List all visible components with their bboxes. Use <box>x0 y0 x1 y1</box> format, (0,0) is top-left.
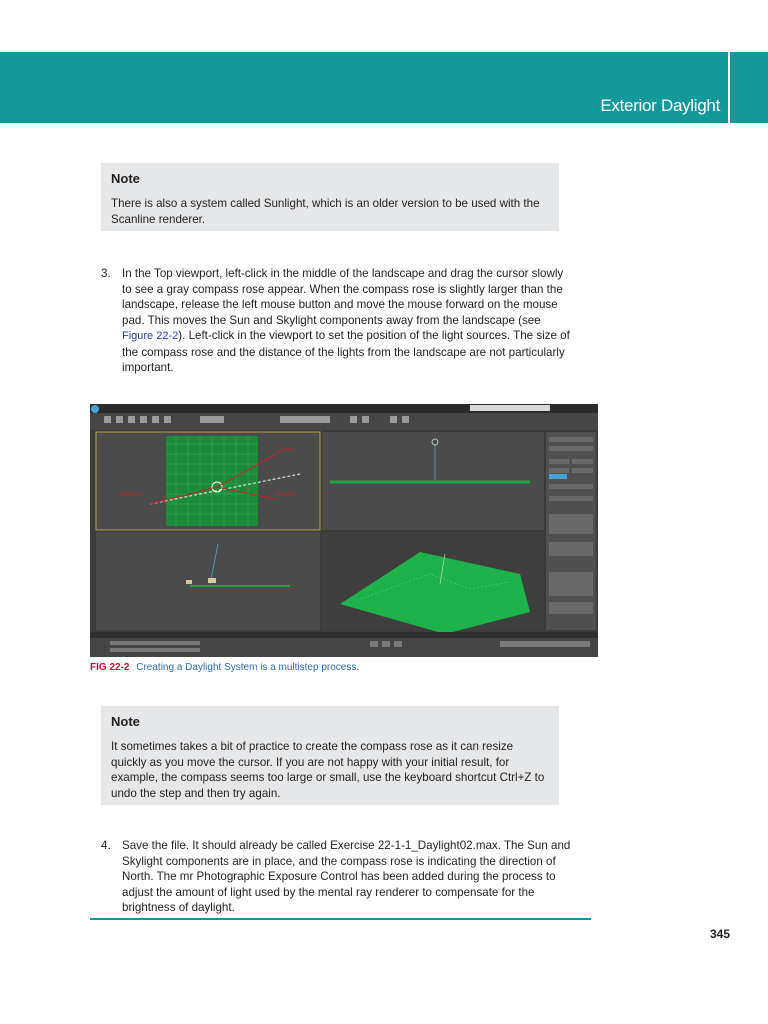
step-text <box>122 266 571 376</box>
note-heading: Note <box>111 171 140 186</box>
step-text-part: ). Left-click in the viewport to set the position of the light sources. The size of the compass rose and the distance of the lights from the landscape are not particularly important. <box>122 329 570 374</box>
note-body: There is also a system called Sunlight, which is an older version to be used with the Scanline renderer. <box>111 197 540 226</box>
figure-screenshot <box>90 404 598 657</box>
step-text-part: In the Top viewport, left-click in the middle of the landscape and drag the cursor slowly to see a gray compass rose appear. When the compass rose is slightly larger than the landscape, release the left mouse button and move the mouse forward on the mouse pad. This moves the Sun and Skylight components away from the landscape (see <box>122 267 564 327</box>
page-number: 345 <box>709 927 730 941</box>
figure-reference-link[interactable]: Figure 22-2 <box>122 330 179 342</box>
step-4 <box>101 838 571 916</box>
svg-text:Cursor: Cursor <box>278 447 294 453</box>
note-box <box>101 163 559 231</box>
step-number: 4. <box>101 839 111 852</box>
header-divider <box>728 52 730 123</box>
note-body: It sometimes takes a bit of practice to create the compass rose as it can resize quickly as you move the cursor. If you are not happy with your initial result, for example, the compass seems too large or small, use the keyboard shortcut Ctrl+Z to undo the step and then try again. <box>111 740 545 800</box>
note-box <box>101 706 559 805</box>
figure-label: FIG 22-2 <box>90 662 130 673</box>
3dsmax-screenshot-illustration <box>90 404 598 657</box>
figure-caption <box>90 662 359 673</box>
step-text: Save the file. It should already be called Exercise 22-1-1_Daylight02.max. The Sun and Skylight components are in place, and the compass rose is indicating the direction of North. The mr Photographic Exposure Control has been added during the process to adjust the amount of light used by the mental ray renderer to compensate for the brightness of daylight. <box>122 839 571 914</box>
svg-text:Sun and: Sun and <box>276 492 295 498</box>
step-number: 3. <box>101 267 111 280</box>
step-3 <box>101 266 571 376</box>
svg-text:Compass: Compass <box>120 492 142 498</box>
note-heading: Note <box>111 714 140 729</box>
figure-caption-text: Creating a Daylight System is a multistep process. <box>136 662 360 673</box>
bottom-rule <box>90 918 591 920</box>
chapter-title: Exterior Daylight <box>600 96 720 115</box>
